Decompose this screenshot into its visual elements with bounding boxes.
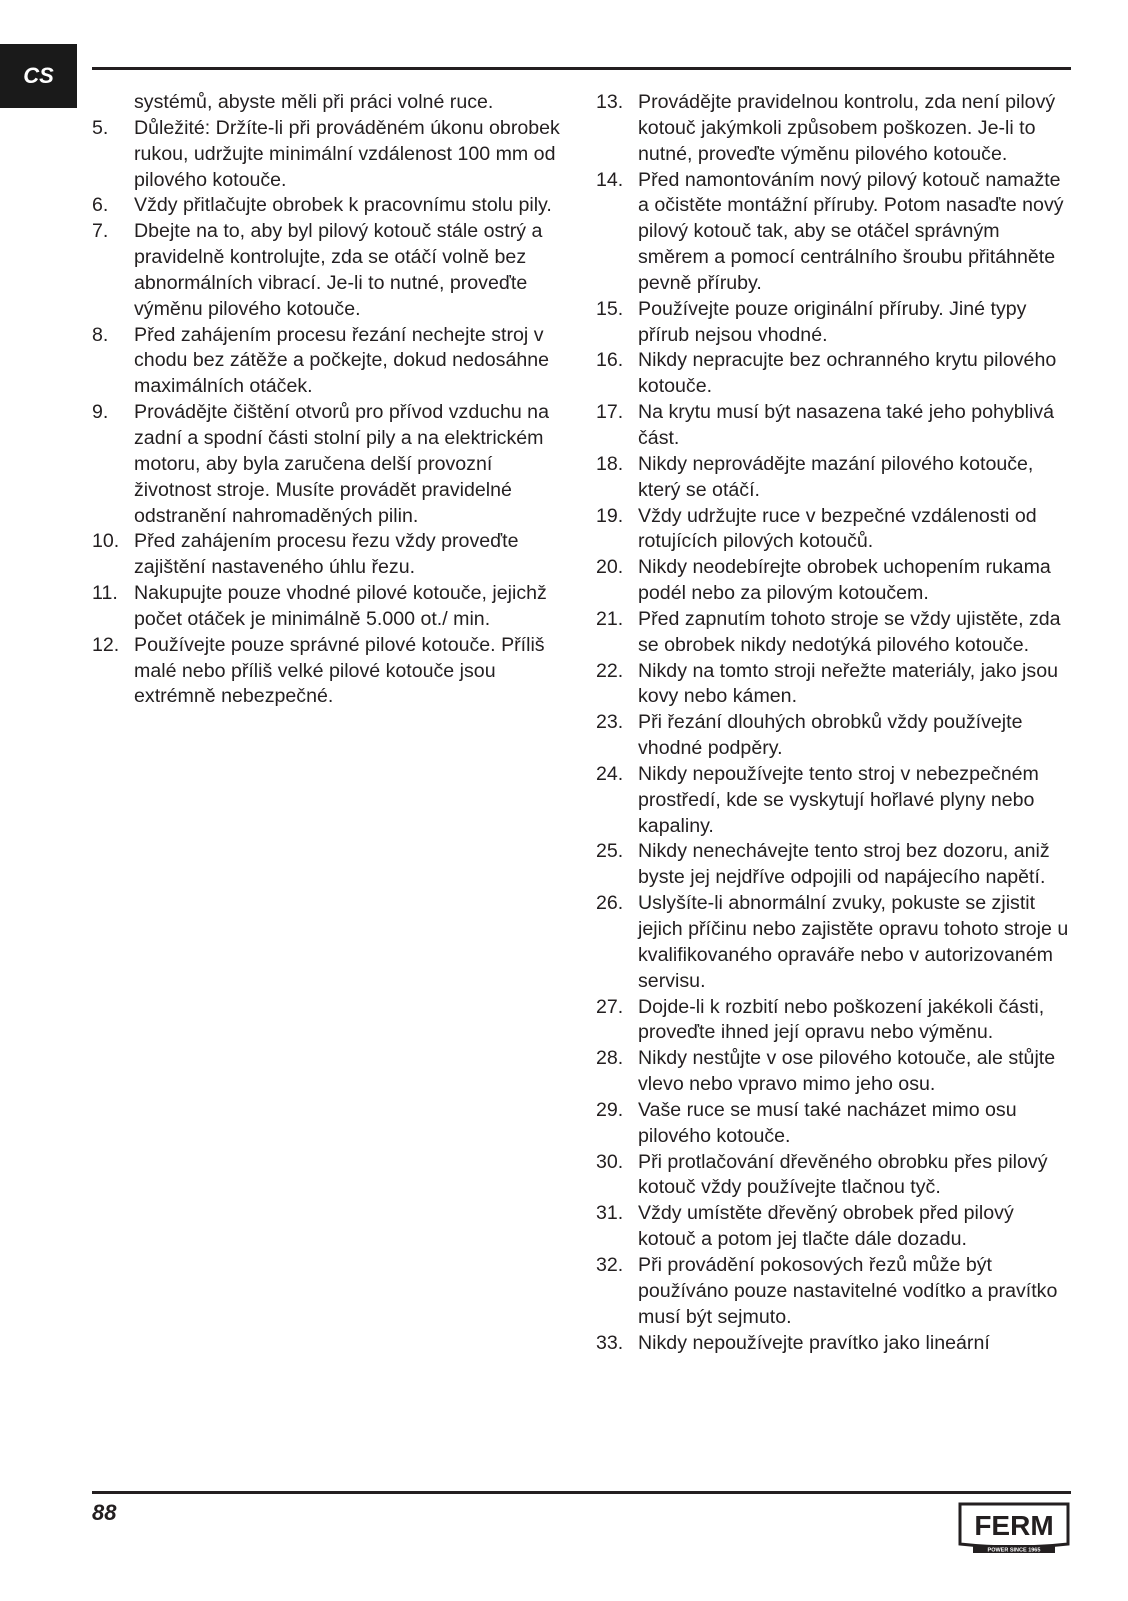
item-number: 5. bbox=[92, 116, 109, 139]
list-item bbox=[92, 400, 572, 529]
item-number: 32. bbox=[596, 1253, 624, 1276]
item-number: 16. bbox=[596, 349, 624, 372]
item-text: Používejte pouze originální příruby. Jiné typy přírub nejsou vhodné. bbox=[638, 297, 1027, 346]
list-item bbox=[596, 659, 1071, 711]
item-number: 15. bbox=[596, 297, 624, 320]
item-number: 19. bbox=[596, 504, 624, 527]
list-item bbox=[92, 193, 572, 219]
item-number: 33. bbox=[596, 1331, 624, 1354]
item-text: Nikdy nestůjte v ose pilového kotouče, ale stůjte vlevo nebo vpravo mimo jeho osu. bbox=[638, 1047, 1056, 1096]
item-text: Nikdy nepoužívejte tento stroj v nebezpečném prostředí, kde se vyskytují hořlavé plyny nebo kapaliny. bbox=[638, 762, 1039, 837]
list-item bbox=[596, 168, 1071, 297]
item-text: Důležité: Držíte-li při prováděném úkonu obrobek rukou, udržujte minimální vzdálenost 100 mm od pilového kotouče. bbox=[134, 116, 560, 191]
item-text: Na krytu musí být nasazena také jeho pohyblivá část. bbox=[638, 401, 1055, 449]
item-number: 23. bbox=[596, 711, 624, 734]
list-item bbox=[596, 1201, 1071, 1253]
item-number: 29. bbox=[596, 1098, 624, 1121]
item-text: Používejte pouze správné pilové kotouče. Příliš malé nebo příliš velké pilové kotouče jsou extrémně nebezpečné. bbox=[134, 633, 545, 708]
item-number: 22. bbox=[596, 659, 624, 682]
list-item bbox=[596, 1150, 1071, 1202]
item-text: Před zapnutím tohoto stroje se vždy ujistěte, zda se obrobek nikdy nedotýká pilového kotouče. bbox=[638, 607, 1061, 656]
page-number: 88 bbox=[92, 1500, 117, 1525]
item-text: Při řezání dlouhých obrobků vždy používejte vhodné podpěry. bbox=[638, 711, 1023, 760]
item-number: 14. bbox=[596, 168, 624, 191]
list-item bbox=[596, 555, 1071, 607]
item-text: Před zahájením procesu řezání nechejte stroj v chodu bez zátěže a počkejte, dokud nedosáhne maximálních otáček. bbox=[134, 323, 550, 398]
item-number: 30. bbox=[596, 1150, 624, 1173]
list-item bbox=[596, 1098, 1071, 1150]
continuation-text: systémů, abyste měli při práci volné ruce. bbox=[134, 91, 494, 113]
item-number: 13. bbox=[596, 91, 624, 113]
ferm-logo bbox=[957, 1500, 1071, 1554]
item-number: 6. bbox=[92, 194, 109, 217]
list-item bbox=[92, 323, 572, 401]
list-item bbox=[92, 116, 572, 194]
item-text: Vaše ruce se musí také nacházet mimo osu pilového kotouče. bbox=[638, 1098, 1017, 1147]
item-number: 20. bbox=[596, 556, 624, 579]
item-number: 21. bbox=[596, 607, 624, 630]
item-text: Před namontováním nový pilový kotouč namažte a očistěte montážní příruby. Potom nasaďte nový pilový kotouč tak, aby se otáčel správným směrem a pomocí centrálního šroubu přitáhněte pevně příruby. bbox=[638, 168, 1064, 294]
language-tab bbox=[0, 44, 77, 108]
item-number: 9. bbox=[92, 401, 109, 424]
list-item bbox=[596, 839, 1071, 891]
item-text: Nakupujte pouze vhodné pilové kotouče, jejichž počet otáček je minimálně 5.000 ot./ min. bbox=[134, 582, 547, 630]
item-text: Při provádění pokosových řezů může být používáno pouze nastavitelné vodítko a pravítko musí být sejmuto. bbox=[638, 1253, 1058, 1328]
item-number: 10. bbox=[92, 530, 120, 553]
item-text: Dojde-li k rozbití nebo poškození jakékoli části, proveďte ihned její opravu nebo výměnu. bbox=[638, 995, 1045, 1044]
item-number: 18. bbox=[596, 452, 624, 475]
list-item bbox=[596, 348, 1071, 400]
item-text: Vždy udržujte ruce v bezpečné vzdálenosti od rotujících pilových kotoučů. bbox=[638, 504, 1037, 553]
list-item bbox=[596, 762, 1071, 840]
language-code: CS bbox=[23, 63, 54, 88]
item-number: 31. bbox=[596, 1202, 624, 1225]
list-item bbox=[596, 504, 1071, 556]
item-text: Nikdy na tomto stroji neřežte materiály, jako jsou kovy nebo kámen. bbox=[638, 659, 1058, 708]
list-item bbox=[92, 529, 572, 581]
list-item bbox=[596, 891, 1071, 994]
item-text: Uslyšíte-li abnormální zvuky, pokuste se zjistit jejich příčinu nebo zajistěte opravu tohoto stroje u kvalifikovaného opraváře nebo v autorizovaném servisu. bbox=[638, 892, 1069, 992]
item-number: 12. bbox=[92, 633, 120, 656]
list-item bbox=[596, 452, 1071, 504]
header-rule bbox=[92, 67, 1071, 70]
list-item bbox=[596, 1331, 1071, 1357]
item-text: Provádějte čištění otvorů pro přívod vzduchu na zadní a spodní části stolní pily a na elektrickém motoru, aby byla zaručena delší provozní životnost stroje. Musíte provádět pravidelné odstranění nahromaděných pilin. bbox=[134, 401, 549, 527]
item-text: Nikdy nepoužívejte pravítko jako lineární bbox=[638, 1331, 990, 1354]
right-column bbox=[596, 90, 1071, 1356]
item-text: Vždy přitlačujte obrobek k pracovnímu stolu pily. bbox=[134, 194, 552, 217]
item-text: Nikdy nenechávejte tento stroj bez dozoru, aniž byste jej nejdříve odpojili od napájecího napětí. bbox=[638, 840, 1050, 889]
list-item bbox=[596, 1253, 1071, 1331]
item-number: 8. bbox=[92, 323, 109, 346]
list-item bbox=[596, 400, 1071, 452]
list-item bbox=[92, 219, 572, 322]
list-item bbox=[596, 90, 1071, 168]
item-text: Před zahájením procesu řezu vždy proveďte zajištění nastaveného úhlu řezu. bbox=[134, 530, 519, 579]
item-number: 7. bbox=[92, 220, 109, 243]
item-text: Nikdy neprovádějte mazání pilového kotouče, který se otáčí. bbox=[638, 452, 1034, 501]
item-number: 27. bbox=[596, 995, 624, 1018]
item-number: 24. bbox=[596, 762, 624, 785]
left-column bbox=[92, 90, 572, 710]
item-number: 25. bbox=[596, 840, 624, 863]
item-text: Vždy umístěte dřevěný obrobek před pilový kotouč a potom jej tlačte dále dozadu. bbox=[638, 1202, 1014, 1251]
list-item bbox=[596, 297, 1071, 349]
list-item bbox=[92, 633, 572, 711]
logo-tagline: POWER SINCE 1965 bbox=[987, 1547, 1041, 1554]
item-number: 11. bbox=[92, 582, 118, 605]
item-text: Dbejte na to, aby byl pilový kotouč stále ostrý a pravidelně kontrolujte, zda se otáčí volně bez abnormálních vibrací. Je-li to nutné, proveďte výměnu pilového kotouče. bbox=[134, 220, 543, 320]
item-number: 26. bbox=[596, 892, 624, 915]
list-item bbox=[596, 710, 1071, 762]
footer-rule bbox=[92, 1491, 1071, 1494]
item-number: 17. bbox=[596, 401, 624, 424]
item-text: Provádějte pravidelnou kontrolu, zda není pilový kotouč jakýmkoli způsobem poškozen. Je-li to nutné, proveďte výměnu pilového kotouče. bbox=[638, 91, 1056, 165]
list-item bbox=[596, 607, 1071, 659]
item-text: Při protlačování dřevěného obrobku přes pilový kotouč vždy používejte tlačnou tyč. bbox=[638, 1150, 1048, 1199]
list-item bbox=[92, 581, 572, 633]
logo-wordmark: FERM bbox=[974, 1510, 1054, 1541]
list-item bbox=[596, 1046, 1071, 1098]
item-number: 28. bbox=[596, 1047, 624, 1070]
list-item bbox=[596, 995, 1071, 1047]
item-text: Nikdy nepracujte bez ochranného krytu pilového kotouče. bbox=[638, 349, 1057, 398]
item-text: Nikdy neodebírejte obrobek uchopením rukama podél nebo za pilovým kotoučem. bbox=[638, 556, 1051, 605]
